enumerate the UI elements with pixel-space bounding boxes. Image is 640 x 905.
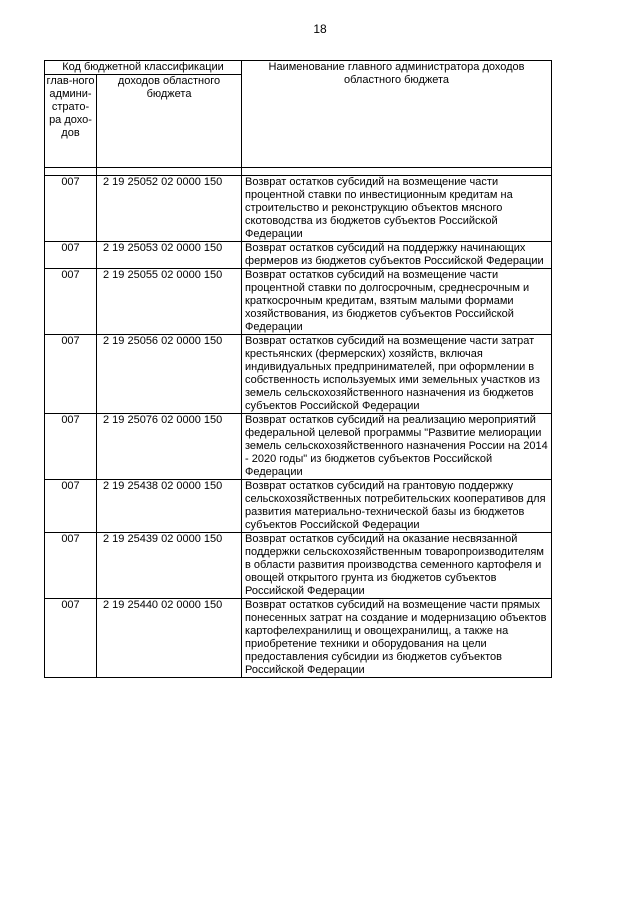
income-name-cell: Возврат остатков субсидий на поддержку начинающих фермеров из бюджетов субъектов Российской Федерации [242, 242, 552, 269]
spacer-cell [45, 168, 97, 176]
table-body [45, 168, 552, 678]
income-name-cell: Возврат остатков субсидий на возмещение части процентной ставки по долгосрочным, среднесрочным и краткосрочным кредитам, взятым малыми формами хозяйствования, из бюджетов субъектов Российской Федерации [242, 269, 552, 335]
income-code-cell: 2 19 25439 02 0000 150 [97, 533, 242, 599]
admin-code-cell: 007 [45, 242, 97, 269]
table-row [45, 269, 552, 335]
income-code-cell: 2 19 25440 02 0000 150 [97, 599, 242, 678]
table-row [45, 480, 552, 533]
admin-code-cell: 007 [45, 269, 97, 335]
spacer-cell [97, 168, 242, 176]
income-name-cell: Возврат остатков субсидий на возмещение части затрат крестьянских (фермерских) хозяйств, включая индивидуальных предпринимателей, при оформлении в собственность используемых ими земельных участков из земель сельскохозяйственного назначения из бюджетов субъектов Российской Федерации [242, 335, 552, 414]
income-code-cell: 2 19 25053 02 0000 150 [97, 242, 242, 269]
spacer-cell [242, 168, 552, 176]
admin-code-cell: 007 [45, 335, 97, 414]
table-row [45, 335, 552, 414]
admin-code-cell: 007 [45, 480, 97, 533]
income-name-cell: Возврат остатков субсидий на грантовую поддержку сельскохозяйственных потребительских кооперативов для развития материально-технической базы из бюджетов субъектов Российской Федерации [242, 480, 552, 533]
income-name-cell: Возврат остатков субсидий на реализацию мероприятий федеральной целевой программы "Развитие мелиорации земель сельскохозяйственного назначения России на 2014 - 2020 годы" из бюджетов субъектов Российской Федерации [242, 414, 552, 480]
income-code-cell: 2 19 25055 02 0000 150 [97, 269, 242, 335]
table-row [45, 242, 552, 269]
income-code-cell: 2 19 25056 02 0000 150 [97, 335, 242, 414]
admin-code-cell: 007 [45, 533, 97, 599]
income-code-cell: 2 19 25438 02 0000 150 [97, 480, 242, 533]
page-number: 18 [313, 22, 327, 36]
budget-classification-table [44, 60, 552, 678]
income-name-cell: Возврат остатков субсидий на оказание несвязанной поддержки сельскохозяйственным товаропроизводителям в области развития производства семенного картофеля и овощей открытого грунта из бюджетов субъектов Российской Федерации [242, 533, 552, 599]
table-row [45, 414, 552, 480]
table-row [45, 533, 552, 599]
admin-code-cell: 007 [45, 414, 97, 480]
table-row [45, 176, 552, 242]
table-row [45, 599, 552, 678]
admin-code-cell: 007 [45, 599, 97, 678]
header-spacer-row [45, 168, 552, 176]
income-name-cell: Возврат остатков субсидий на возмещение части процентной ставки по инвестиционным кредитам на строительство и реконструкцию объектов мясного скотоводства из бюджетов субъектов Российской Федерации [242, 176, 552, 242]
income-code-cell: 2 19 25076 02 0000 150 [97, 414, 242, 480]
income-name-cell: Возврат остатков субсидий на возмещение части прямых понесенных затрат на создание и модернизацию объектов картофелехранилищ и овощехранилищ, а также на приобретение техники и оборудования на цели предоставления субсидии из бюджетов субъектов Российской Федерации [242, 599, 552, 678]
income-code-cell: 2 19 25052 02 0000 150 [97, 176, 242, 242]
header-administrator-name: Наименование главного администратора доходов областного бюджета [242, 61, 552, 168]
header-regional-budget-income: доходов областного бюджета [97, 75, 242, 168]
admin-code-cell: 007 [45, 176, 97, 242]
header-main-administrator: глав-ного админи-страто-ра дохо-дов [45, 75, 97, 168]
header-budget-classification-code: Код бюджетной классификации [45, 61, 242, 75]
